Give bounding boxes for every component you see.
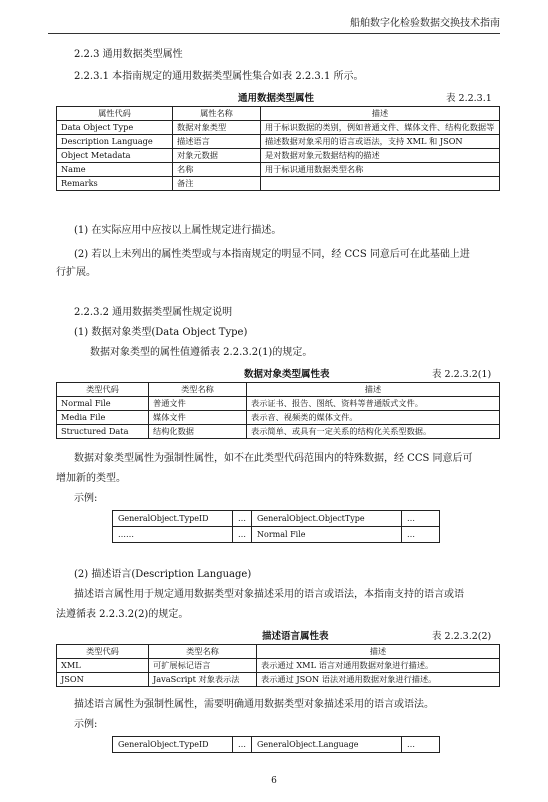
table-cell: 表示简单、或具有一定关系的结构化关系型数据。 (247, 425, 500, 439)
table-row (57, 177, 500, 191)
note-2-line2: 行扩展。 (56, 267, 96, 278)
table2-number: 表 2.2.3.2(1) (432, 369, 492, 380)
paragraph-2-2-3-1: 2.2.3.1 本指南规定的通用数据类型属性集合如表 2.2.3.1 所示。 (74, 71, 364, 82)
paragraph-dot-line1: 数据对象类型属性为强制性属性，如不在此类型代码范围内的特殊数据，经 CCS 同意后可 (74, 453, 473, 464)
table-row (57, 135, 500, 149)
table-cell: 结构化数据 (149, 425, 247, 439)
paragraph-dot-line2: 增加新的类型。 (56, 473, 126, 484)
example-2-table (112, 736, 440, 753)
example-1-label: 示例: (74, 493, 98, 504)
table-cell: Structured Data (57, 425, 149, 439)
table-cell: JSON (57, 673, 149, 687)
table-row (113, 737, 440, 753)
table-row (57, 149, 500, 163)
header-rule (48, 33, 500, 34)
table-row (57, 425, 500, 439)
table-cell (261, 177, 500, 191)
section-heading-2-2-3-2: 2.2.3.2 通用数据类型属性规定说明 (74, 307, 233, 318)
table-cell: JavaScript 对象表示法 (149, 673, 257, 687)
item-1-heading: (1) 数据对象类型(Data Object Type) (74, 327, 248, 338)
item-1-description: 数据对象类型的属性值遵循表 2.2.3.2(1)的规定。 (90, 347, 313, 358)
table2-caption: 数据对象类型属性表 (244, 369, 330, 380)
table-cell: 是对数据对象元数据结构的描述 (261, 149, 500, 163)
table-cell: Normal File (252, 527, 402, 543)
table-cell: 名称 (173, 163, 261, 177)
table-header-row (57, 107, 500, 121)
table-cell: Remarks (57, 177, 173, 191)
section-heading-2-2-3: 2.2.3 通用数据类型属性 (74, 49, 183, 60)
table-cell: … (233, 737, 252, 753)
table2 (56, 382, 500, 439)
table-cell: 用于标识通用数据类型名称 (261, 163, 500, 177)
table-cell: 表示证书、报告、图纸、资料等普通版式文件。 (247, 397, 500, 411)
table-cell: … (402, 511, 440, 527)
column-header: 描述 (257, 645, 500, 659)
table-cell: Object Metadata (57, 149, 173, 163)
example-2-label: 示例: (74, 719, 98, 730)
table-cell: XML (57, 659, 149, 673)
table-header-row (57, 645, 500, 659)
table1-caption: 通用数据类型属性 (238, 93, 315, 104)
table-row (57, 121, 500, 135)
table-cell: Description Language (57, 135, 173, 149)
table-row (113, 527, 440, 543)
table-cell: Media File (57, 411, 149, 425)
note-1: (1) 在实际应用中应按以上属性规定进行描述。 (74, 225, 282, 236)
table-cell: 表示音、视频类的媒体文件。 (247, 411, 500, 425)
column-header: 描述 (261, 107, 500, 121)
table3-caption: 描述语言属性表 (262, 631, 329, 642)
table-row (57, 673, 500, 687)
table-cell: GeneralObject.ObjectType (252, 511, 402, 527)
table-cell: 备注 (173, 177, 261, 191)
table-cell: 数据对象类型 (173, 121, 261, 135)
column-header: 描述 (247, 383, 500, 397)
column-header: 类型代码 (57, 383, 149, 397)
table-row (57, 659, 500, 673)
table1 (56, 106, 500, 191)
table-cell: GeneralObject.TypeID (113, 511, 233, 527)
column-header: 类型代码 (57, 645, 149, 659)
table-row (113, 511, 440, 527)
running-header: 船舶数字化检验数据交换技术指南 (350, 18, 500, 29)
table-row (57, 411, 500, 425)
page-number: 6 (271, 776, 277, 786)
example-1-table (112, 510, 440, 543)
table-cell: 对象元数据 (173, 149, 261, 163)
table-cell: 表示通过 XML 语言对通用数据对象进行描述。 (257, 659, 500, 673)
item-2-heading: (2) 描述语言(Description Language) (74, 569, 252, 580)
table-cell: 普通文件 (149, 397, 247, 411)
column-header: 类型名称 (149, 383, 247, 397)
table-cell: …… (113, 527, 233, 543)
table-cell: Name (57, 163, 173, 177)
paragraph-dl-line2: 法遵循表 2.2.3.2(2)的规定。 (56, 609, 189, 620)
table-row (57, 397, 500, 411)
table-cell: Normal File (57, 397, 149, 411)
table-cell: … (233, 511, 252, 527)
table-header-row (57, 383, 500, 397)
table-cell: Data Object Type (57, 121, 173, 135)
table-cell: 可扩展标记语言 (149, 659, 257, 673)
table1-number: 表 2.2.3.1 (446, 93, 492, 104)
table-cell: … (233, 527, 252, 543)
column-header: 属性代码 (57, 107, 173, 121)
table-cell: 媒体文件 (149, 411, 247, 425)
table-cell: 描述数据对象采用的语言或语法，支持 XML 和 JSON (261, 135, 500, 149)
table-cell: … (402, 737, 440, 753)
column-header: 属性名称 (173, 107, 261, 121)
table-cell: … (402, 527, 440, 543)
paragraph-dl-mandatory: 描述语言属性为强制性属性，需要明确通用数据类型对象描述采用的语言或语法。 (74, 699, 434, 710)
table-cell: GeneralObject.TypeID (113, 737, 233, 753)
table3 (56, 644, 500, 687)
note-2-line1: (2) 若以上未列出的属性类型或与本指南规定的明显不同，经 CCS 同意后可在此基础上进 (74, 249, 470, 260)
table3-number: 表 2.2.3.2(2) (432, 631, 492, 642)
paragraph-dl-line1: 描述语言属性用于规定通用数据类型对象描述采用的语言或语法，本指南支持的语言或语 (74, 589, 464, 600)
table-cell: 用于标识数据的类别，例如普通文件、媒体文件、结构化数据等 (261, 121, 500, 135)
table-cell: 表示通过 JSON 语法对通用数据对象进行描述。 (257, 673, 500, 687)
table-row (57, 163, 500, 177)
column-header: 类型名称 (149, 645, 257, 659)
table-cell: 描述语言 (173, 135, 261, 149)
table-cell: GeneralObject.Language (252, 737, 402, 753)
